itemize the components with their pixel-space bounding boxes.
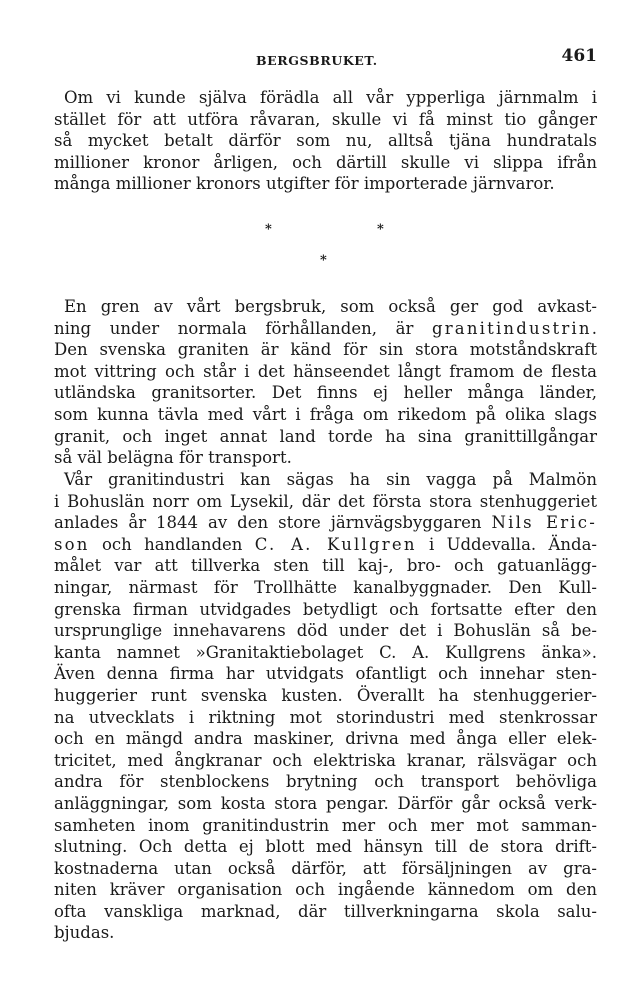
text-line: kostnaderna utan också därför, att försäljningen av gra- bbox=[54, 858, 597, 878]
asterisk-ornament: * bbox=[265, 222, 272, 237]
text-line: Vår granitindustri kan sägas ha sin vagga på Malmön bbox=[64, 470, 597, 489]
paragraph-2 bbox=[54, 296, 597, 469]
running-head: BERGSBRUKET. bbox=[256, 53, 378, 68]
text-line: stället för att utföra råvaran, skulle vi få minst tio gånger bbox=[54, 109, 597, 129]
text-line: grenska firman utvidgades betydligt och fortsatte efter den bbox=[54, 599, 597, 619]
emphasized-term: granitindustrin bbox=[431, 318, 592, 338]
text-line: Även denna firma har utvidgats ofantligt och innehar sten- bbox=[54, 664, 597, 684]
text-line: målet var att tillverka sten till kaj-, bro- och gatuanlägg- bbox=[54, 556, 597, 576]
page-number: 461 bbox=[561, 46, 597, 66]
text-line: som kunna tävla med vårt i fråga om rikedom på olika slags bbox=[54, 404, 597, 424]
line-text: och handlanden bbox=[89, 534, 255, 554]
text-line: utländska granitsorter. Det finns ej heller många länder, bbox=[54, 383, 597, 403]
text-line: slutning. Och detta ej blott med hänsyn till de stora drift- bbox=[54, 837, 597, 857]
line-text: anlades år 1844 av den store järnvägsbyggaren bbox=[54, 513, 492, 533]
text-line: En gren av vårt bergsbruk, som också ger god avkast- bbox=[64, 297, 597, 316]
text-line bbox=[54, 512, 597, 534]
text-line bbox=[54, 534, 597, 556]
emphasized-name: son bbox=[54, 534, 90, 554]
asterisk-ornament: * bbox=[320, 253, 327, 268]
asterisk-ornament: * bbox=[377, 222, 384, 237]
text-line: granit, och inget annat land torde ha sina granittillgångar bbox=[54, 426, 597, 446]
line-text: i Uddevalla. Ända- bbox=[416, 534, 597, 554]
text-line: ursprunglige innehavarens död under det i Bohuslän så be- bbox=[54, 621, 597, 641]
line-text: ning under normala förhållanden, är bbox=[54, 318, 432, 338]
text-line: Om vi kunde själva förädla all vår ypperliga järnmalm i bbox=[64, 88, 597, 107]
emphasized-name: Nils Eric- bbox=[491, 513, 597, 533]
text-line: bjudas. bbox=[54, 923, 115, 943]
text-line: anläggningar, som kosta stora pengar. Därför går också verk- bbox=[54, 793, 597, 813]
text-line bbox=[54, 318, 597, 340]
text-line: millioner kronor årligen, och därtill skulle vi slippa ifrån bbox=[54, 152, 597, 172]
text-line: tricitet, med ångkranar och elektriska kranar, rälsvägar och bbox=[54, 750, 597, 770]
text-line: kanta namnet »Granitaktiebolaget C. A. Kullgrens änka». bbox=[54, 642, 597, 662]
text-line: samheten inom granitindustrin mer och mer mot samman- bbox=[54, 815, 597, 835]
text-line: många millioner kronors utgifter för importerade järnvaror. bbox=[54, 174, 555, 194]
text-line: ofta vanskliga marknad, där tillverkningarna skola salu- bbox=[54, 901, 597, 921]
text-line: huggerier runt svenska kusten. Överallt ha stenhuggerier- bbox=[54, 685, 597, 705]
text-line: och en mängd andra maskiner, drivna med ånga eller elek- bbox=[54, 729, 597, 749]
text-line: i Bohuslän norr om Lysekil, där det första stora stenhuggeriet bbox=[54, 491, 597, 511]
text-line: na utvecklats i riktning mot storindustri med stenkrossar bbox=[54, 707, 597, 727]
text-line: andra för stenblockens brytning och transport behövliga bbox=[54, 772, 597, 792]
text-line: mot vittring och står i det hänseendet långt framom de flesta bbox=[54, 361, 597, 381]
text-line: Den svenska graniten är känd för sin stora motståndskraft bbox=[54, 340, 597, 360]
text-line: ningar, närmast för Trollhätte kanalbyggnader. Den Kull- bbox=[54, 577, 597, 597]
text-line: så väl belägna för transport. bbox=[54, 448, 292, 468]
line-text: . bbox=[591, 318, 597, 338]
paragraph-1 bbox=[54, 87, 597, 195]
paragraph-3 bbox=[54, 469, 597, 944]
text-line: så mycket betalt därför som nu, alltså tjäna hundratals bbox=[54, 131, 597, 151]
text-line: niten kräver organisation och ingående kännedom om den bbox=[54, 880, 597, 900]
emphasized-name: C. A. Kullgren bbox=[254, 534, 417, 554]
section-divider bbox=[0, 222, 637, 282]
